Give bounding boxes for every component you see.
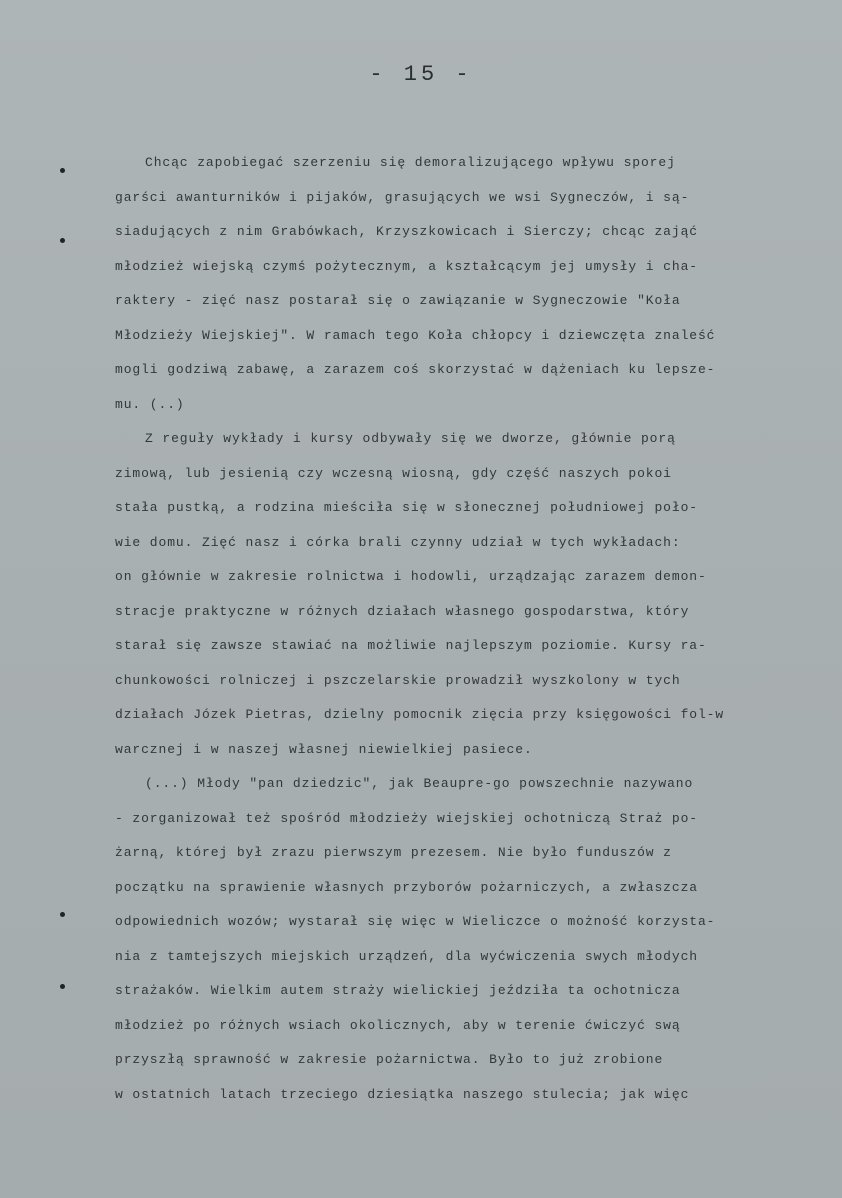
text-line: mu. (..) <box>115 396 185 412</box>
text-line: strażaków. Wielkim autem straży wielickiej jeździła ta ochotnicza <box>115 983 681 998</box>
text-line: przyszłą sprawność w zakresie pożarnictwa. Było to już zrobione <box>115 1052 664 1067</box>
text-line: młodzież po różnych wsiach okolicznych, aby w terenie ćwiczyć swą <box>115 1017 681 1033</box>
margin-punch-hole <box>60 238 65 243</box>
text-line: Z reguły wykłady i kursy odbywały się we dworze, głównie porą <box>145 431 676 446</box>
text-line: (...) Młody "pan dziedzic", jak Beaupre-go powszechnie nazywano <box>145 776 694 791</box>
text-line: odpowiednich wozów; wystarał się więc w Wieliczce o możność korzysta- <box>115 914 716 929</box>
text-line: warcznej i w naszej własnej niewielkiej pasiece. <box>115 741 533 757</box>
text-line: mogli godziwą zabawę, a zarazem coś skorzystać w dążeniach ku lepsze- <box>115 362 716 377</box>
text-line: - zorganizował też spośród młodzieży wiejskiej ochotniczą Straż po- <box>115 810 698 826</box>
text-line: zimową, lub jesienią czy wczesną wiosną, gdy część naszych pokoi <box>115 465 672 481</box>
margin-punch-hole <box>60 168 65 173</box>
margin-punch-hole <box>60 912 65 917</box>
text-line: on głównie w zakresie rolnictwa i hodowli, urządzając zarazem demon- <box>115 569 707 584</box>
text-line: siadujących z nim Grabówkach, Krzyszkowicach i Sierczy; chcąc zająć <box>115 224 698 239</box>
body-text <box>115 146 815 1112</box>
text-line: wie domu. Zięć nasz i córka brali czynny udział w tych wykładach: <box>115 534 681 550</box>
text-line: żarną, której był zrazu pierwszym prezesem. Nie było funduszów z <box>115 845 672 860</box>
text-line: początku na sprawienie własnych przyborów pożarniczych, a zwłaszcza <box>115 879 698 895</box>
text-line: Młodzieży Wiejskiej". W ramach tego Koła chłopcy i dziewczęta znaleść <box>115 327 716 343</box>
text-line: garści awanturników i pijaków, grasujących we wsi Sygneczów, i są- <box>115 189 690 205</box>
text-line: stracje praktyczne w różnych działach własnego gospodarstwa, który <box>115 603 690 619</box>
text-line: Chcąc zapobiegać szerzeniu się demoralizującego wpływu sporej <box>145 155 676 170</box>
text-line: nia z tamtejszych miejskich urządzeń, dla wyćwiczenia swych młodych <box>115 948 698 964</box>
text-line: chunkowości rolniczej i pszczelarskie prowadził wyszkolony w tych <box>115 672 681 688</box>
text-line: młodzież wiejską czymś pożytecznym, a kształcącym jej umysły i cha- <box>115 258 698 274</box>
text-line: starał się zawsze stawiać na możliwie najlepszym poziomie. Kursy ra- <box>115 638 707 653</box>
margin-punch-hole <box>60 984 65 989</box>
text-line: raktery - zięć nasz postarał się o zawiązanie w Sygneczowie "Koła <box>115 293 681 308</box>
page-number: - 15 - <box>369 62 473 87</box>
text-line: w ostatnich latach trzeciego dziesiątka naszego stulecia; jak więc <box>115 1086 690 1102</box>
text-line: stała pustką, a rodzina mieściła się w słonecznej południowej poło- <box>115 500 698 515</box>
text-line: działach Józek Pietras, dzielny pomocnik zięcia przy księgowości fol-w <box>115 707 725 722</box>
